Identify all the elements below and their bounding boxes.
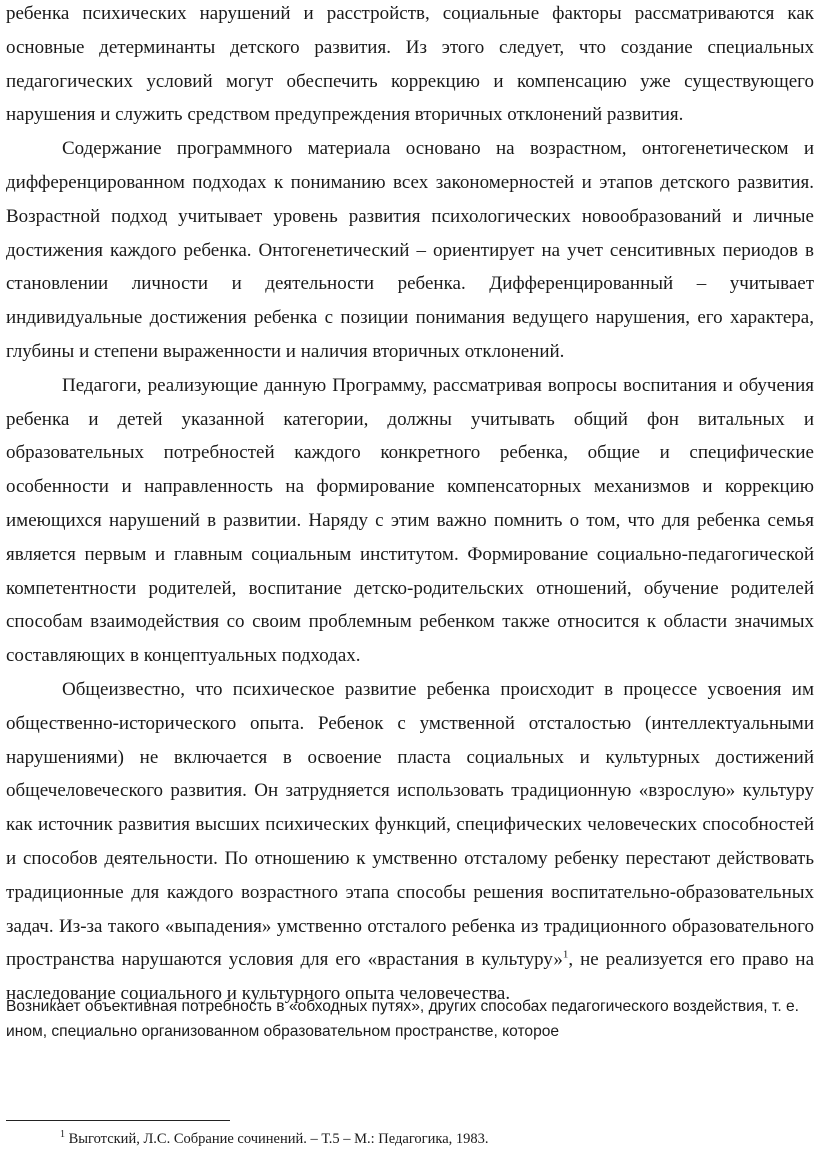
footnote-separator [6, 1120, 230, 1121]
paragraph-approaches: Содержание программного материала основано на возрастном, онтогенетическом и дифференцированном подходах к пониманию всех закономерностей и этапов детского развития. Возрастной подход учитывает уровень развития психологических новообразований и личные достижения каждого ребенка. Онтогенетический – ориентирует на учет сенситивных периодов в становлении личности и деятельности ребенка. Дифференцированный – учитывает индивидуальные достижения ребенка с позиции понимания ведущего нарушения, его характера, глубины и степени выраженности и наличия вторичных отклонений. [6, 138, 814, 362]
paragraph-teachers: Педагоги, реализующие данную Программу, рассматривая вопросы воспитания и обучения ребенка и детей указанной категории, должны учитывать общий фон витальных и образовательных потребностей каждого конкретного ребенка, общие и специфические особенности и направленность на формирование компенсаторных механизмов и коррекцию имеющихся нарушений в развитии. Наряду с этим важно помнить о том, что для ребенка семья является первым и главным социальным институтом. Формирование социально-педагогической компетентности родителей, воспитание детско-родительских отношений, обучение родителей способам взаимодействия со своим проблемным ребенком также относится к области значимых составляющих в концептуальных подходах. [6, 374, 814, 667]
paragraph-development [6, 673, 814, 1011]
footnote-mark: 1 [60, 1129, 65, 1141]
footnote-text: Выготский, Л.С. Собрание сочинений. – Т.5 – М.: Педагогика, 1983. [65, 1131, 489, 1147]
main-text [6, 0, 814, 1011]
paragraph-development-tail: , не реализуется его право на наследование социального и культурного опыта человечества. [6, 949, 814, 1005]
paragraph-continuation: ребенка психических нарушений и расстройств, социальные факторы рассматриваются как основные детерминанты детского развития. Из этого следует, что создание специальных педагогических условий могут обеспечить коррекцию и компенсацию уже существующего нарушения и служить средством предупреждения вторичных отклонений развития. [6, 3, 814, 126]
footnote [60, 1129, 800, 1149]
paragraph-development-text: Общеизвестно, что психическое развитие ребенка происходит в процессе усвоения им общественно-исторического опыта. Ребенок с умственной отсталостью (интеллектуальными нарушениями) не включается в освоение пласта социальных и культурных достижений общечеловеческого развития. Он затрудняется использовать традиционную «взрослую» культуру как источник развития высших психических функций, специфических человеческих способностей и способов деятельности. По отношению к умственно отсталому ребенку перестают действовать традиционные для каждого возрастного этапа способы решения воспитательно-образовательных задач. Из-за такого «выпадения» умственно отсталого ребенка из традиционного образовательного пространства нарушаются условия для его «врастания в культуру» [6, 678, 814, 971]
footnote-reference[interactable]: 1 [562, 948, 569, 961]
paragraph-sans: Возникает объективная потребность в «обходных путях», других способах педагогического воздействия, т. е. ином, специально организованном образовательном пространстве, которое [6, 998, 800, 1040]
